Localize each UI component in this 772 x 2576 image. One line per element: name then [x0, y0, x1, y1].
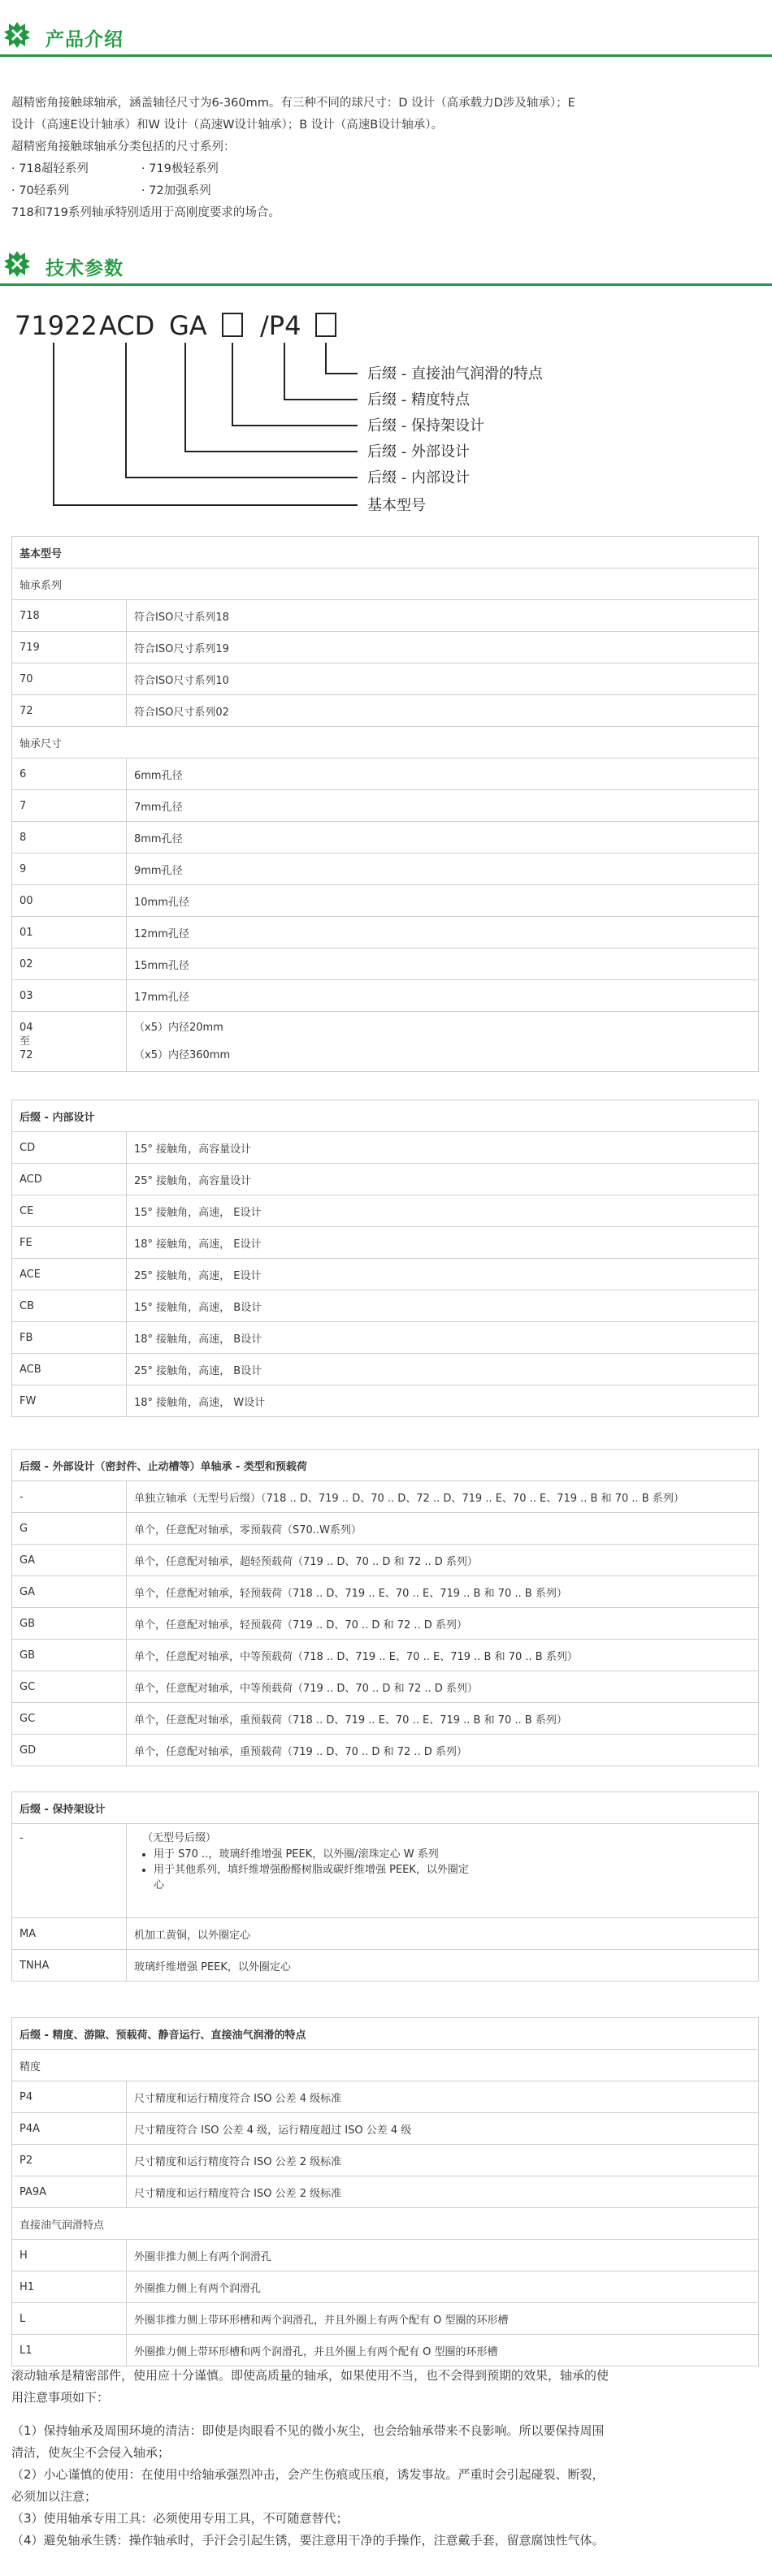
code-cell: -: [12, 1481, 127, 1513]
intro-line: 超精密角接触球轴承分类包括的尺寸系列：: [11, 140, 236, 153]
group-label: 直接油气润滑特点: [12, 2208, 759, 2240]
code-cell: H1: [12, 2271, 127, 2303]
table-row: [12, 1703, 759, 1735]
table-row: [12, 1918, 759, 1950]
note-line: 用注意事项如下：: [11, 2390, 110, 2405]
table-row: [12, 1545, 759, 1576]
designation-part: 71922: [15, 310, 98, 341]
intro-line: 设计（高速E设计轴承）和W 设计（高速W设计轴承）；B 设计（高速B设计轴承）。: [11, 119, 443, 132]
basic-designation-table: [11, 536, 759, 1072]
cage-design-table: [11, 1792, 759, 1982]
group-label: 轴承尺寸: [12, 727, 759, 759]
code-cell: CD: [12, 1132, 127, 1164]
table-row: [12, 1671, 759, 1703]
code-cell: P4A: [12, 2113, 127, 2145]
table-row: [12, 1259, 759, 1290]
code-cell: L1: [12, 2335, 127, 2366]
desc-cell: 9mm孔径: [127, 854, 759, 885]
desc-cell: 18° 接触角，高速， B设计: [127, 1322, 759, 1354]
note-line: 滚动轴承是精密部件，使用应十分谨慎。即使高质量的轴承，如果使用不当，也不会得到预期的效果，轴承的使: [11, 2368, 609, 2383]
desc-cell: 单个，任意配对轴承，轻预载荷（719 .. D、70 .. D 和 72 .. D 系列）: [127, 1608, 759, 1640]
code-cell: 72: [12, 695, 127, 727]
diagram-label: 基本型号: [367, 497, 426, 514]
desc-cell: 17mm孔径: [127, 980, 759, 1012]
desc-cell: 机加工黄铜，以外圈定心: [127, 1918, 759, 1950]
desc-cell: 尺寸精度和运行精度符合 ISO 公差 2 级标准: [127, 2145, 759, 2176]
desc-cell: 15° 接触角，高容量设计: [127, 1132, 759, 1164]
diagram-label: 后缀 - 精度特点: [367, 391, 470, 408]
note-line: （4）避免轴承生锈：操作轴承时，手汗会引起生锈，要注意用干净的手操作，注意戴手套，留意腐蚀性气体。: [11, 2533, 605, 2548]
connector-line: [54, 343, 358, 505]
table-row: [12, 1735, 759, 1766]
placeholder-box: [223, 313, 242, 336]
code-cell: P4: [12, 2081, 127, 2113]
table-row: [12, 1290, 759, 1322]
table-row: [12, 1608, 759, 1640]
desc-cell: 单个，任意配对轴承，中等预载荷（718 .. D、719 .. E、70 .. E、719 .. B 和 70 .. B 系列）: [127, 1640, 759, 1671]
desc-cell: [127, 1824, 759, 1918]
code-cell: 8: [12, 822, 127, 854]
table-row: [12, 2081, 759, 2113]
connector-line: [284, 343, 358, 400]
desc-line: （x5）内径20mm: [134, 1021, 223, 1034]
desc-cell: 单个，任意配对轴承，超轻预载荷（719 .. D、70 .. D 和 72 .. D 系列）: [127, 1545, 759, 1576]
code-cell: 9: [12, 854, 127, 885]
table-row: [12, 885, 759, 917]
code-cell: GA: [12, 1576, 127, 1608]
product-intro: [11, 93, 759, 224]
desc-cell: 15° 接触角，高速， B设计: [127, 1290, 759, 1322]
table-header-row: [12, 1792, 759, 1824]
internal-design-table: [11, 1100, 759, 1417]
table-title: 基本型号: [12, 537, 759, 568]
series-item: · 718超轻系列: [11, 162, 89, 175]
code-cell: GA: [12, 1545, 127, 1576]
desc-cell: 尺寸精度和运行精度符合 ISO 公差 2 级标准: [127, 2176, 759, 2208]
desc-cell: 尺寸精度和运行精度符合 ISO 公差 4 级标准: [127, 2081, 759, 2113]
cage-note: （无型号后缀）: [142, 1832, 217, 1844]
table-row: [12, 790, 759, 822]
desc-cell: 符合ISO尺寸系列02: [127, 695, 759, 727]
table-row: [12, 2113, 759, 2145]
table-group-row: [12, 2050, 759, 2081]
desc-cell: 25° 接触角，高速， E设计: [127, 1259, 759, 1290]
connector-line: [185, 343, 358, 452]
section-divider: [0, 283, 772, 286]
desc-cell: 单个，任意配对轴承，重预载荷（718 .. D、719 .. E、70 .. E、719 .. B 和 70 .. B 系列）: [127, 1703, 759, 1735]
code-cell: 03: [12, 980, 127, 1012]
desc-cell: 单个，任意配对轴承，零预载荷（S70..W系列）: [127, 1513, 759, 1545]
desc-cell: 15° 接触角，高速， E设计: [127, 1195, 759, 1227]
table-row: [12, 2176, 759, 2208]
desc-cell: 外圈非推力侧上有两个润滑孔: [127, 2240, 759, 2271]
code-cell: ACE: [12, 1259, 127, 1290]
diagram-label: 后缀 - 外部设计: [367, 443, 470, 460]
table-row: [12, 759, 759, 790]
desc-cell: 外圈非推力侧上带环形槽和两个润滑孔，并且外圈上有两个配有 O 型圈的环形槽: [127, 2303, 759, 2335]
table-title: 后缀 - 内部设计: [12, 1100, 759, 1132]
series-row: [11, 180, 759, 202]
note-line: （2）小心谨慎的使用：在使用中给轴承强烈冲击，会产生伤痕或压痕，诱发事故。严重时会引起碰裂、断裂，: [11, 2467, 605, 2482]
designation-part: ACD: [99, 310, 155, 341]
code-cell: 718: [12, 600, 127, 632]
code-cell: 719: [12, 632, 127, 663]
desc-cell: 12mm孔径: [127, 917, 759, 949]
code-cell: PA9A: [12, 2176, 127, 2208]
desc-cell: 25° 接触角，高容量设计: [127, 1164, 759, 1195]
note-line: （3）使用轴承专用工具：必须使用专用工具，不可随意替代；: [11, 2511, 349, 2526]
logo-icon: [3, 21, 31, 49]
external-design-table: [11, 1449, 759, 1766]
table-row: [12, 1640, 759, 1671]
code-cell: GB: [12, 1640, 127, 1671]
code-cell: TNHA: [12, 1950, 127, 1982]
code-cell: L: [12, 2303, 127, 2335]
series-row: [11, 158, 759, 180]
desc-cell: 7mm孔径: [127, 790, 759, 822]
note-line: 清洁，使灰尘不会侵入轴承；: [11, 2445, 171, 2460]
connector-line: [232, 343, 358, 426]
connector-line: [126, 343, 358, 478]
table-group-row: [12, 727, 759, 759]
table-row: [12, 663, 759, 695]
table-row: [12, 1322, 759, 1354]
desc-cell: 单个，任意配对轴承，重预载荷（719 .. D、70 .. D 和 72 .. D 系列）: [127, 1735, 759, 1766]
desc-cell: 符合ISO尺寸系列18: [127, 600, 759, 632]
diagram-label: 后缀 - 内部设计: [367, 469, 470, 486]
series-item: · 719极轻系列: [141, 162, 219, 175]
table-row: [12, 1012, 759, 1072]
section-title: 技术参数: [46, 258, 124, 279]
table-row: [12, 2271, 759, 2303]
table-row: [12, 1227, 759, 1259]
list-item: • 用于其他系列，填纤维增强酚醛树脂或碳纤维增强 PEEK，以外圈定心: [154, 1862, 479, 1893]
desc-cell: 18° 接触角，高速， W设计: [127, 1385, 759, 1417]
table-row: [12, 1824, 759, 1918]
code-cell: CE: [12, 1195, 127, 1227]
logo-icon: [3, 250, 31, 278]
intro-line: 718和719系列轴承特别适用于高刚度要求的场合。: [11, 206, 280, 219]
desc-cell: 单独立轴承（无型号后缀）（718 .. D、719 .. D、70 .. D、72 .. D、719 .. E、70 .. E、719 .. B 和 70 .. B 系列）: [127, 1481, 759, 1513]
code-cell: CB: [12, 1290, 127, 1322]
desc-cell: 15mm孔径: [127, 949, 759, 980]
table-row: [12, 695, 759, 727]
section-header-intro: [0, 16, 772, 57]
code-cell: FB: [12, 1322, 127, 1354]
cage-option-list: [134, 1847, 479, 1893]
table-row: [12, 2303, 759, 2335]
code-cell: GD: [12, 1735, 127, 1766]
table-row: [12, 1354, 759, 1385]
desc-line: （x5）内径360mm: [134, 1048, 231, 1061]
note-line: 必须加以注意；: [11, 2489, 98, 2504]
desc-cell: 8mm孔径: [127, 822, 759, 854]
code-cell: P2: [12, 2145, 127, 2176]
placeholder-box: [316, 313, 336, 336]
table-group-row: [12, 2208, 759, 2240]
table-row: [12, 1385, 759, 1417]
table-row: [12, 1950, 759, 1982]
table-row: [12, 632, 759, 663]
table-row: [12, 2145, 759, 2176]
table-row: [12, 1576, 759, 1608]
designation-diagram: [0, 294, 772, 538]
note-line: （1）保持轴承及周围环境的清洁：即使是肉眼看不见的微小灰尘，也会给轴承带来不良影响。所以要保持周围: [11, 2423, 605, 2438]
intro-line: 超精密角接触球轴承，涵盖轴径尺寸为6-360mm。有三种不同的球尺寸：D 设计（高承载力D涉及轴承）；E: [11, 97, 575, 110]
section-title: 产品介绍: [46, 29, 124, 50]
diagram-label: 后缀 - 保持架设计: [367, 417, 484, 434]
table-row: [12, 1481, 759, 1513]
desc-cell: 外圈推力侧上有两个润滑孔: [127, 2271, 759, 2303]
desc-cell: 单个，任意配对轴承，轻预载荷（718 .. D、719 .. E、70 .. E、719 .. B 和 70 .. B 系列）: [127, 1576, 759, 1608]
code-cell: -: [12, 1824, 127, 1918]
code-cell: H: [12, 2240, 127, 2271]
code-cell: 6: [12, 759, 127, 790]
desc-cell: 单个，任意配对轴承，中等预载荷（719 .. D、70 .. D 和 72 .. D 系列）: [127, 1671, 759, 1703]
table-title: 后缀 - 外部设计（密封件、止动槽等）单轴承 - 类型和预载荷: [12, 1450, 759, 1481]
code-cell: FW: [12, 1385, 127, 1417]
desc-cell: 玻璃纤维增强 PEEK，以外圈定心: [127, 1950, 759, 1982]
table-row: [12, 2335, 759, 2366]
code-cell: GC: [12, 1671, 127, 1703]
code-cell: FE: [12, 1227, 127, 1259]
code-line: 至: [20, 1035, 31, 1048]
desc-cell: 符合ISO尺寸系列10: [127, 663, 759, 695]
desc-cell: 18° 接触角，高速， E设计: [127, 1227, 759, 1259]
code-cell: GB: [12, 1608, 127, 1640]
code-line: 72: [20, 1049, 33, 1061]
designation-part: /P4: [260, 310, 301, 341]
desc-cell: 符合ISO尺寸系列19: [127, 632, 759, 663]
note-line: [11, 2409, 759, 2420]
table-header-row: [12, 537, 759, 568]
table-row: [12, 1164, 759, 1195]
table-title: 后缀 - 精度、游隙、预载荷、静音运行、直接油气润滑的特点: [12, 2018, 759, 2050]
code-cell: [12, 1012, 127, 1072]
code-cell: G: [12, 1513, 127, 1545]
desc-cell: 10mm孔径: [127, 885, 759, 917]
table-row: [12, 822, 759, 854]
table-row: [12, 949, 759, 980]
code-line: 04: [20, 1022, 33, 1034]
table-row: [12, 980, 759, 1012]
desc-cell: 外圈推力侧上带环形槽和两个润滑孔，并且外圈上有两个配有 O 型圈的环形槽: [127, 2335, 759, 2366]
table-header-row: [12, 2018, 759, 2050]
table-row: [12, 600, 759, 632]
table-row: [12, 1195, 759, 1227]
desc-cell: 25° 接触角，高速， B设计: [127, 1354, 759, 1385]
section-header-specs: [0, 245, 772, 286]
group-label: 轴承系列: [12, 568, 759, 600]
series-item: · 70轻系列: [11, 184, 70, 197]
section-divider: [0, 54, 772, 57]
desc-cell: 6mm孔径: [127, 759, 759, 790]
group-label: 精度: [12, 2050, 759, 2081]
table-row: [12, 917, 759, 949]
code-cell: 01: [12, 917, 127, 949]
code-cell: GC: [12, 1703, 127, 1735]
table-row: [12, 1513, 759, 1545]
table-row: [12, 854, 759, 885]
code-cell: 7: [12, 790, 127, 822]
code-cell: 02: [12, 949, 127, 980]
code-cell: MA: [12, 1918, 127, 1950]
table-row: [12, 2240, 759, 2271]
code-cell: ACB: [12, 1354, 127, 1385]
code-cell: 70: [12, 663, 127, 695]
desc-cell: [127, 1012, 759, 1072]
series-item: · 72加强系列: [141, 184, 211, 197]
designation-part: GA: [169, 310, 207, 341]
usage-notes: [11, 2365, 759, 2552]
table-group-row: [12, 568, 759, 600]
precision-lubrication-table: [11, 2017, 759, 2366]
code-cell: ACD: [12, 1164, 127, 1195]
connector-line: [326, 343, 358, 374]
code-cell: 00: [12, 885, 127, 917]
table-row: [12, 1132, 759, 1164]
table-header-row: [12, 1100, 759, 1132]
table-header-row: [12, 1450, 759, 1481]
diagram-label: 后缀 - 直接油气润滑的特点: [367, 365, 543, 383]
desc-cell: 尺寸精度符合 ISO 公差 4 级，运行精度超过 ISO 公差 4 级: [127, 2113, 759, 2145]
list-item: • 用于 S70 ..，玻璃纤维增强 PEEK，以外圈/滚珠定心 W 系列: [154, 1847, 479, 1862]
table-title: 后缀 - 保持架设计: [12, 1792, 759, 1824]
